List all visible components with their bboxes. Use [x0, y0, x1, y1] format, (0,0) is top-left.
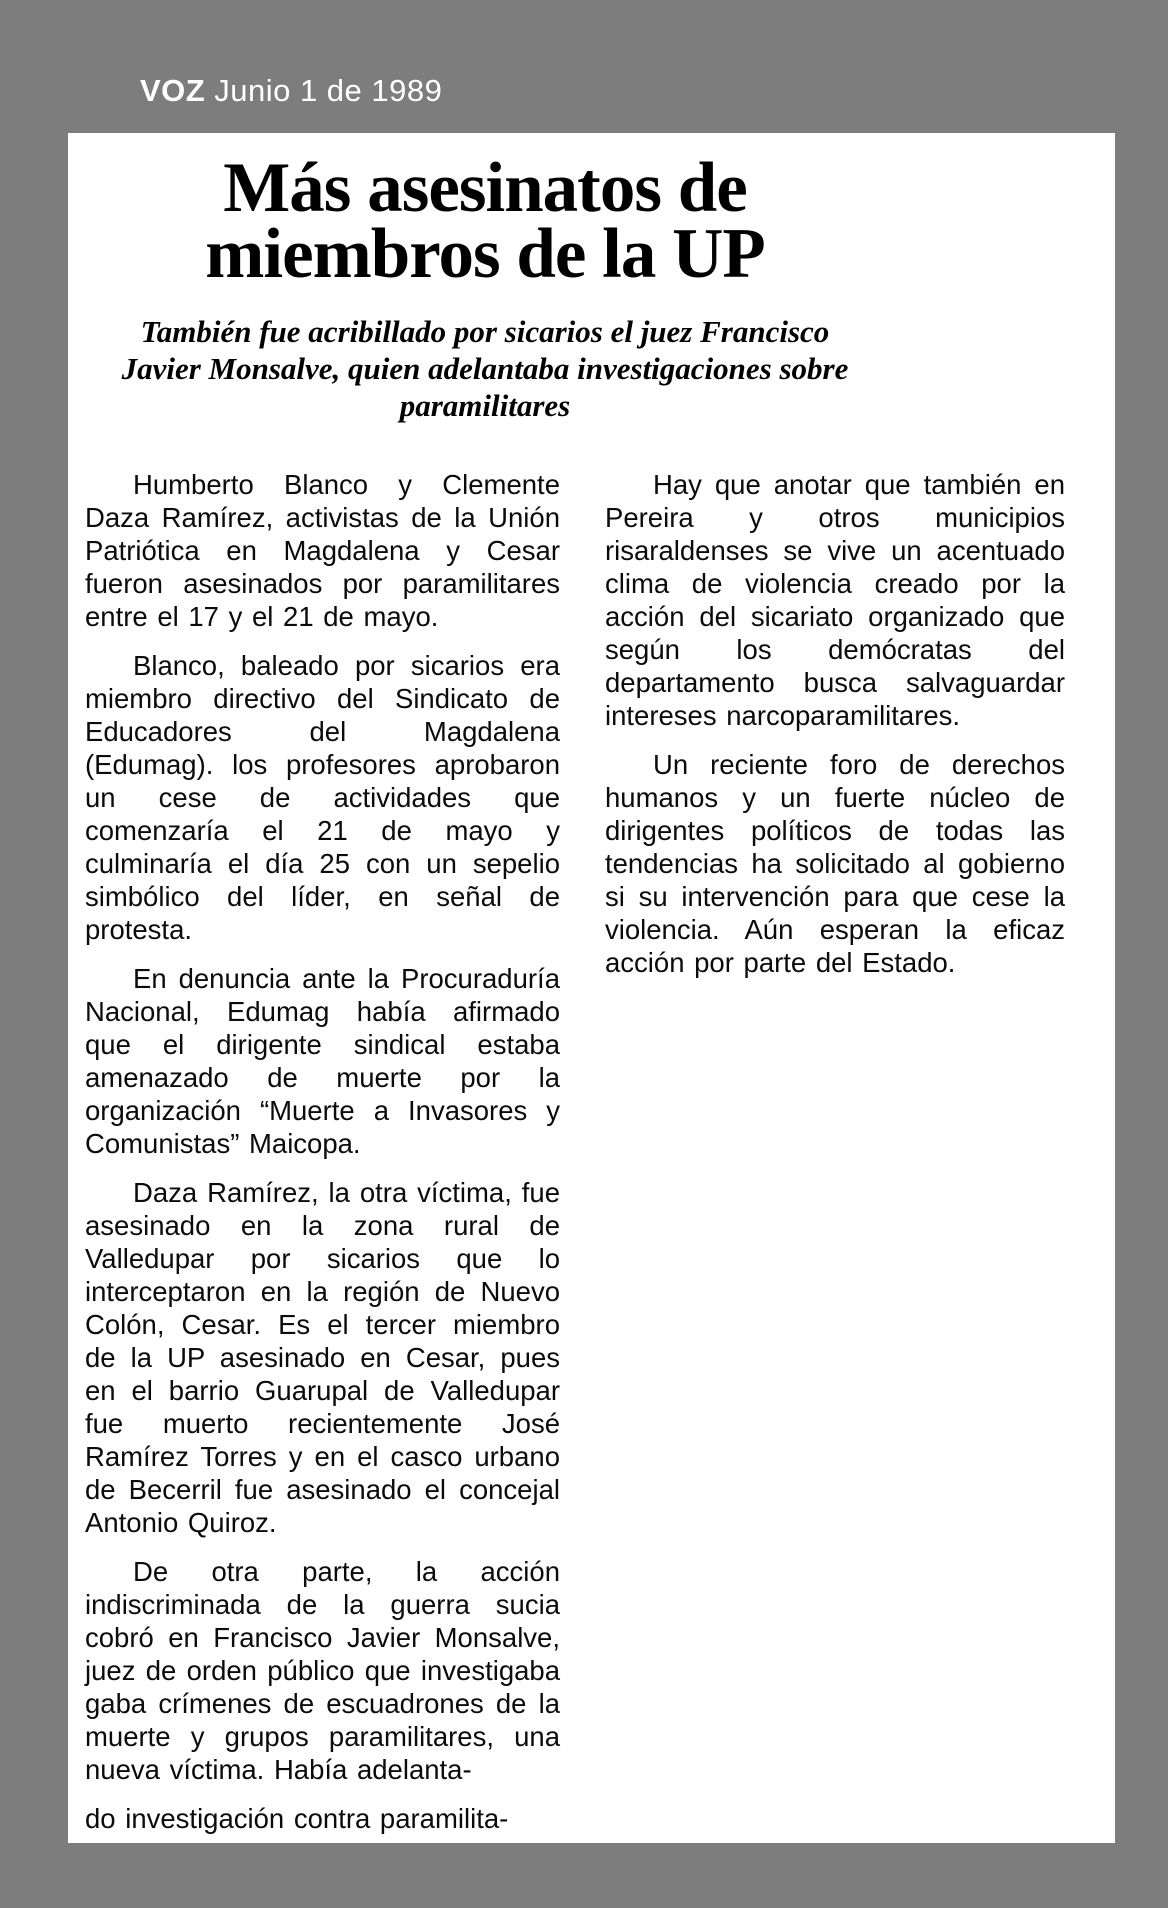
headline-line-1: Más asesinatos de — [223, 149, 747, 227]
article-paragraph: Hay que anotar que también en Pereira y otros municipios risaraldenses se vive un acentuado clima de violencia creado por la acción del sicariato organizado que según los demócratas del departamento busca salvaguardar intereses narcoparamilitares. — [605, 469, 1065, 731]
column-left — [85, 468, 560, 1834]
newspaper-clipping — [68, 133, 1115, 1843]
article-paragraph: Un reciente foro de derechos humanos y un fuerte núcleo de dirigentes políticos de todas las tendencias ha solicitado al gobierno si su intervención para que cese la violencia. Aún esperan la eficaz acción por parte del Estado. — [605, 749, 1065, 978]
masthead — [140, 74, 442, 108]
headline-line-2: miembros de la UP — [205, 215, 765, 293]
clipped-text-line: do investigación contra paramilita- — [85, 1803, 509, 1834]
article-body — [85, 468, 1115, 1834]
article-paragraph: De otra parte, la acción indiscriminada de la guerra sucia cobró en Francisco Javier Monsalve, juez de orden público que investigaba gaba crímenes de escuadrones de la muerte y grupos paramilitares, una nueva víctima. Había adelanta- — [85, 1556, 560, 1785]
issue-date: Junio 1 de 1989 — [214, 73, 443, 108]
article-paragraph: Humberto Blanco y Clemente Daza Ramírez, activistas de la Unión Patriótica en Magdalena y Cesar fueron asesinados por paramilitares entre el 17 y el 21 de mayo. — [85, 469, 560, 632]
column-right — [605, 468, 1065, 1818]
subheadline: También fue acribillado por sicarios el juez Francisco Javier Monsalve, quien adelantaba investigaciones sobre paramilitares — [121, 314, 849, 423]
article-paragraph: En denuncia ante la Procuraduría Nacional, Edumag había afirmado que el dirigente sindical estaba amenazado de muerte por la organización “Muerte a Invasores y Comunistas” Maicopa. — [85, 963, 560, 1159]
article-paragraph: Blanco, baleado por sicarios era miembro directivo del Sindicato de Educadores del Magdalena (Edumag). los profesores aprobaron un cese de actividades que comenzaría el 21 de mayo y culminaría el día 25 con un sepelio simbólico del líder, en señal de protesta. — [85, 650, 560, 945]
article-paragraph: Daza Ramírez, la otra víctima, fue asesinado en la zona rural de Valledupar por sicarios que lo interceptaron en la región de Nuevo Colón, Cesar. Es el tercer miembro de la UP asesinado en Cesar, pues en el barrio Guarupal de Valledupar fue muerto recientemente José Ramírez Torres y en el casco urbano de Becerril fue asesinado el concejal Antonio Quiroz. — [85, 1177, 560, 1538]
article-header — [85, 149, 885, 424]
publication-name: VOZ — [140, 73, 206, 108]
headline — [85, 149, 885, 293]
